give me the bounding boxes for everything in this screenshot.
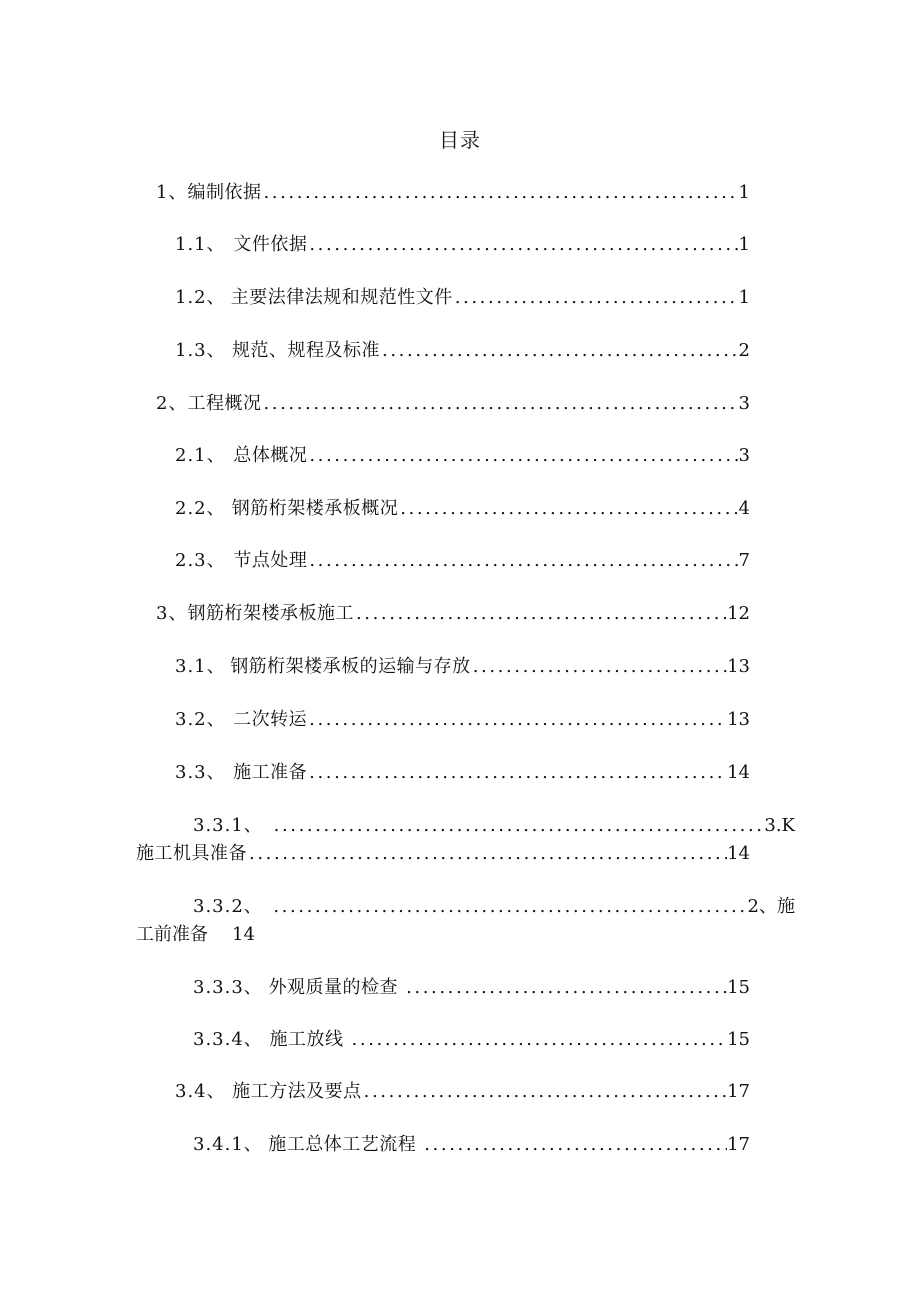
toc-entry[interactable] <box>175 232 750 258</box>
toc-entry[interactable] <box>175 338 750 364</box>
toc-entry-label: 规范、规程及标准 <box>232 340 381 361</box>
toc-entry-label: 总体概况 <box>233 445 308 466</box>
toc-entry-page: 1 <box>738 234 750 255</box>
toc-entry-page: 17 <box>727 1081 750 1102</box>
toc-entry-label: 钢筋桁架楼承板施工 <box>187 603 354 624</box>
toc-entry-label: 施工方法及要点 <box>232 1081 362 1102</box>
leader-dots <box>307 760 727 786</box>
toc-entry-number: 3.4.1、 <box>193 1134 263 1155</box>
toc-entry[interactable] <box>175 548 750 574</box>
toc-entry-number: 1.1、 <box>175 234 226 255</box>
toc-entry-number: 2.1、 <box>175 445 226 466</box>
toc-entry[interactable] <box>156 601 750 627</box>
toc-entry-label: 钢筋桁架楼承板的运输与存放 <box>230 656 471 677</box>
toc-entry-page: 14 <box>727 762 750 783</box>
toc-entry-label: 外观质量的检查 <box>268 977 399 998</box>
leader-dots <box>380 338 739 364</box>
toc-entry-label: 钢筋桁架楼承板概况 <box>231 498 399 519</box>
toc-entry[interactable] <box>175 443 750 469</box>
toc-entry-page: 3 <box>738 393 750 414</box>
toc-entry-number: 3.3.4、 <box>193 1029 263 1050</box>
toc-entry[interactable] <box>193 894 795 920</box>
toc-entry-page: 14 <box>232 924 255 945</box>
toc-entry-page: 13 <box>727 656 750 677</box>
toc-entry-label: 施工总体工艺流程 <box>268 1134 417 1155</box>
leader-dots <box>307 232 738 258</box>
toc-entry[interactable] <box>193 975 750 1001</box>
toc-entry-label: 节点处理 <box>233 550 308 571</box>
toc-entry-number: 2、 <box>156 393 188 414</box>
leader-dots <box>344 1027 728 1053</box>
toc-entry[interactable] <box>175 1079 750 1105</box>
leader-dots <box>261 180 738 206</box>
leader-dots <box>416 1132 727 1158</box>
toc-entry[interactable] <box>156 180 750 206</box>
toc-entry-number: 3、 <box>156 603 188 624</box>
toc-entry-number: 3.1、 <box>175 656 226 677</box>
toc-entry[interactable] <box>175 707 750 733</box>
toc-entry-continuation[interactable] <box>136 841 750 867</box>
leader-dots <box>398 975 727 1001</box>
toc-entry-label: 施工机具准备 <box>136 843 247 864</box>
toc-entry-page: 2、施 <box>747 896 795 917</box>
toc-entry[interactable] <box>175 654 750 680</box>
leader-dots <box>453 285 739 311</box>
toc-entry-label: 编制依据 <box>187 182 262 203</box>
leader-dots <box>307 707 727 733</box>
toc-entry-page: 2 <box>738 340 750 361</box>
toc-entry-page: 14 <box>727 843 750 864</box>
toc-entry[interactable] <box>193 1132 750 1158</box>
toc-entry-number: 3.3.3、 <box>193 977 263 998</box>
toc-entry-page: 7 <box>738 550 750 571</box>
toc-entry-page: 13 <box>727 709 750 730</box>
toc-entry-number: 1.3、 <box>175 340 226 361</box>
toc-entry-page: 1 <box>738 182 750 203</box>
toc-entry-page: 15 <box>727 1029 750 1050</box>
toc-entry[interactable] <box>156 391 750 417</box>
leader-dots <box>271 894 747 920</box>
leader-dots <box>261 391 738 417</box>
toc-entry-number: 3.2、 <box>175 709 226 730</box>
leader-dots <box>354 601 727 627</box>
toc-entry[interactable] <box>193 813 795 839</box>
leader-dots <box>471 654 727 680</box>
toc-entry-label: 文件依据 <box>233 234 308 255</box>
toc-entry-label: 施工准备 <box>233 762 308 783</box>
toc-entry-number: 1、 <box>156 182 188 203</box>
toc-entry-number: 1.2、 <box>175 287 226 308</box>
leader-dots <box>307 443 738 469</box>
toc-entry[interactable] <box>175 496 750 522</box>
toc-entry-number: 3.3、 <box>175 762 226 783</box>
toc-entry-number: 2.3、 <box>175 550 226 571</box>
leader-dots <box>398 496 738 522</box>
toc-entry-number: 2.2、 <box>175 498 226 519</box>
leader-dots <box>307 548 738 574</box>
toc-entry[interactable] <box>175 285 750 311</box>
toc-entry-number: 3.3.1、 <box>193 815 263 836</box>
toc-entry-label: 主要法律法规和规范性文件 <box>230 287 453 308</box>
toc-entry-number: 3.3.2、 <box>193 896 263 917</box>
toc-entry-label: 工前准备 <box>136 924 208 945</box>
toc-entry[interactable] <box>175 760 750 786</box>
toc-entry-page: 17 <box>727 1134 750 1155</box>
toc-entry-continuation[interactable] <box>136 922 255 948</box>
leader-dots <box>247 841 727 867</box>
toc-entry-page: 12 <box>727 603 750 624</box>
toc-entry-label: 工程概况 <box>187 393 262 414</box>
toc-entry-page: 1 <box>738 287 750 308</box>
toc-entry-label: 二次转运 <box>233 709 308 730</box>
toc-entry-label: 施工放线 <box>269 1029 344 1050</box>
leader-dots <box>272 813 765 839</box>
toc-entry-page: 4 <box>738 498 750 519</box>
toc-entry-page: 3 <box>738 445 750 466</box>
leader-dots <box>362 1079 727 1105</box>
toc-entry[interactable] <box>193 1027 750 1053</box>
toc-title: 目录 <box>439 128 481 152</box>
toc-entry-number: 3.4、 <box>175 1081 226 1102</box>
toc-entry-page: 3.K <box>764 815 795 836</box>
toc-entry-page: 15 <box>727 977 750 998</box>
